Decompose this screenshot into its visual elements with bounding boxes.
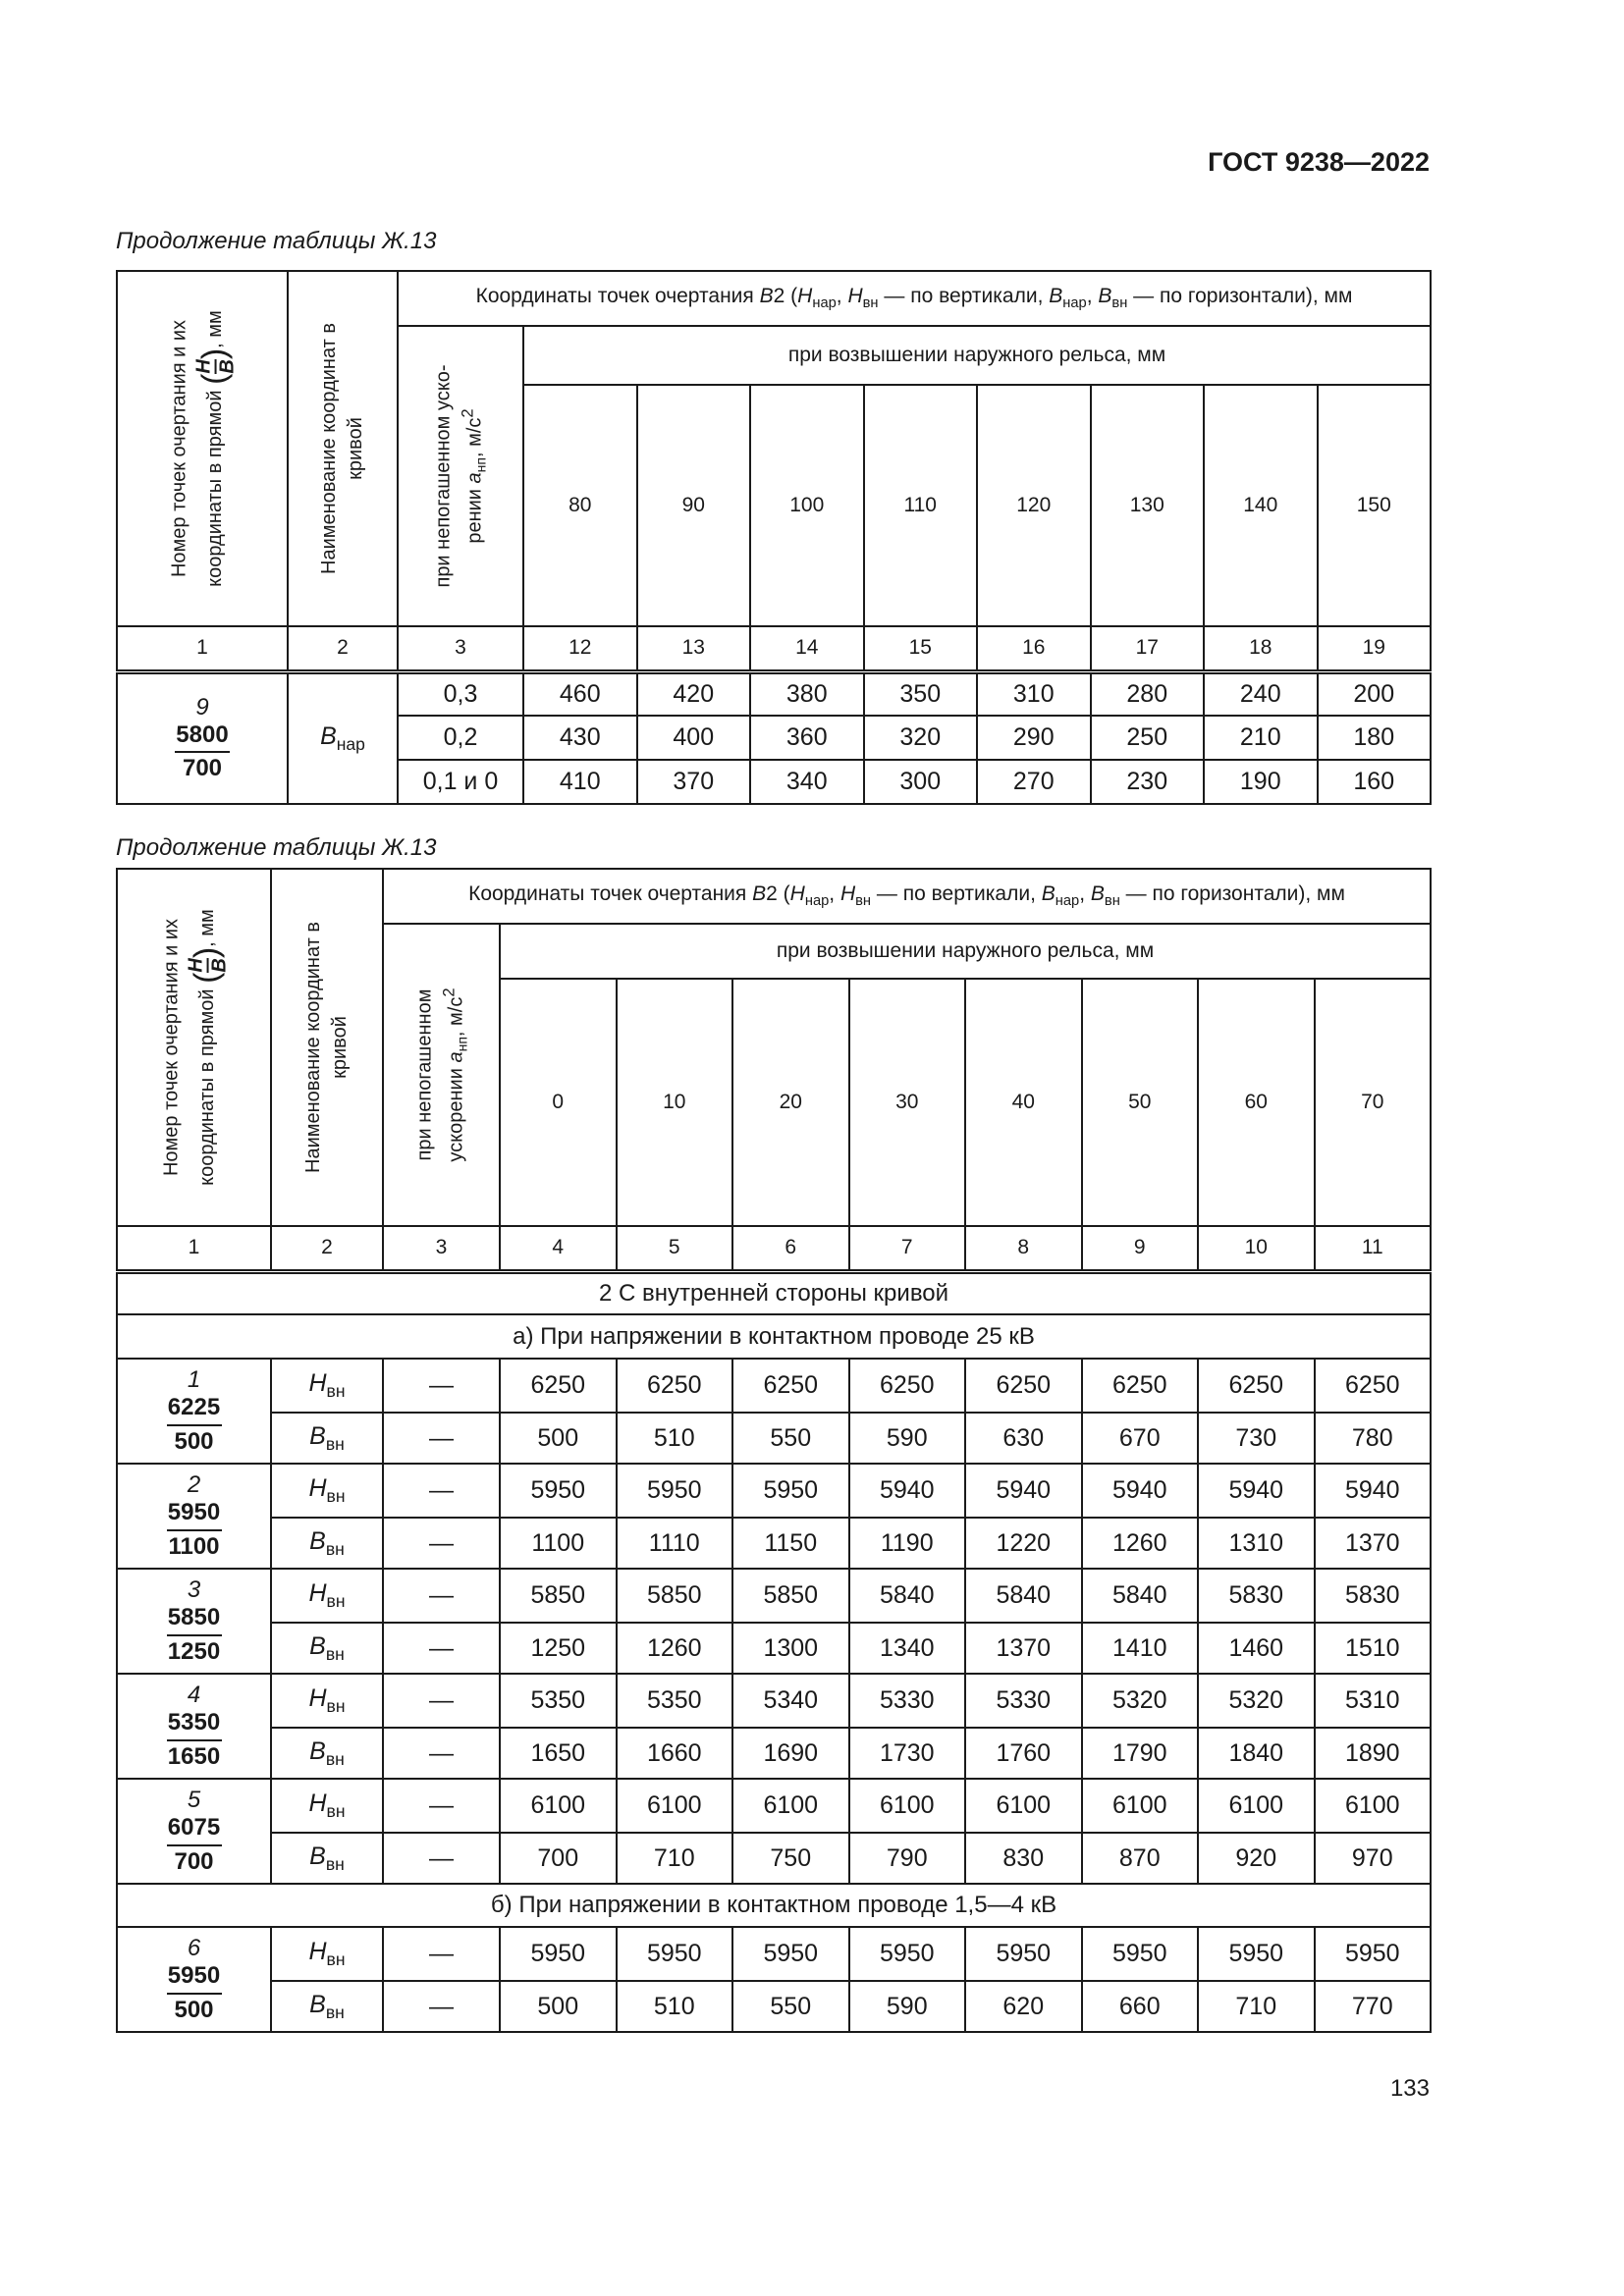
table-cell: 710 [617, 1833, 733, 1884]
point-cell: 1 6225 500 [117, 1359, 271, 1464]
table-cell: 1220 [965, 1518, 1082, 1569]
table-cell: 790 [849, 1833, 966, 1884]
table-cell: 5330 [965, 1674, 1082, 1728]
coordinates-table-2 [116, 868, 1432, 2033]
table-cell: 5340 [732, 1674, 849, 1728]
table-cell: 670 [1082, 1413, 1199, 1464]
table-cell: 200 [1318, 671, 1432, 716]
coords-title: Координаты точек очертания B2 ($H_{нар}$, $H_{вн}$ — по вертикали, $B_{нар}$, $B_{вн}$ — по горизонтали), мм [398, 271, 1431, 326]
table-cell: 970 [1315, 1833, 1432, 1884]
document-code: ГОСТ 9238—2022 [1208, 147, 1430, 177]
dash-cell: — [383, 1833, 500, 1884]
column-number: 16 [977, 626, 1091, 671]
table-cell: 5950 [849, 1927, 966, 1981]
table-cell: 160 [1318, 760, 1432, 804]
acceleration-header: при непогашенном уско- рении $a_{нп}$, $м/с^2$ [398, 326, 523, 626]
table-cell: 1310 [1198, 1518, 1315, 1569]
table-cell: 730 [1198, 1413, 1315, 1464]
table-cell: 5940 [1315, 1464, 1432, 1518]
table-cell: 6100 [965, 1779, 1082, 1833]
column-number: 18 [1204, 626, 1318, 671]
table-cell: 210 [1204, 716, 1318, 760]
table-cell: 710 [1198, 1981, 1315, 2032]
column-number: 1 [117, 1226, 271, 1271]
point-number-header: Номер точек очертания и их координаты в прямой ( H B ), мм [117, 869, 271, 1226]
table-cell: 660 [1082, 1981, 1199, 2032]
table-cell: 630 [965, 1413, 1082, 1464]
table-cell: 6100 [500, 1779, 617, 1833]
table-cell: 6250 [1082, 1359, 1199, 1413]
elevation-value: 20 [732, 979, 849, 1226]
table-cell: 6250 [1198, 1359, 1315, 1413]
column-number: 2 [271, 1226, 383, 1271]
dash-cell: — [383, 1779, 500, 1833]
coord-name-cell: $H_{вн}$ [271, 1359, 383, 1413]
acceleration-cell: 0,2 [398, 716, 523, 760]
table-cell: 1260 [1082, 1518, 1199, 1569]
table-cell: 1730 [849, 1728, 966, 1779]
column-number: 8 [965, 1226, 1082, 1271]
dash-cell: — [383, 1728, 500, 1779]
table-cell: 5840 [849, 1569, 966, 1623]
table-cell: 1460 [1198, 1623, 1315, 1674]
column-number: 4 [500, 1226, 617, 1271]
table-cell: 1190 [849, 1518, 966, 1569]
point-cell: 4 5350 1650 [117, 1674, 271, 1779]
coord-name-cell: $H_{вн}$ [271, 1464, 383, 1518]
coord-name-cell: $H_{вн}$ [271, 1569, 383, 1623]
table-cell: 6250 [965, 1359, 1082, 1413]
elevation-value: 90 [637, 385, 751, 626]
coord-name-cell: $H_{вн}$ [271, 1927, 383, 1981]
point-cell: 5 6075 700 [117, 1779, 271, 1884]
column-number: 3 [398, 626, 523, 671]
table-cell: 5320 [1198, 1674, 1315, 1728]
table-cell: 1370 [965, 1623, 1082, 1674]
table-cell: 6100 [732, 1779, 849, 1833]
elevation-value: 70 [1315, 979, 1432, 1226]
table-cell: 5950 [500, 1927, 617, 1981]
table-cell: 1510 [1315, 1623, 1432, 1674]
table-cell: 5950 [965, 1927, 1082, 1981]
table-cell: 400 [637, 716, 751, 760]
table-cell: 5840 [965, 1569, 1082, 1623]
page-number: 133 [1389, 2075, 1430, 2102]
table-cell: 420 [637, 671, 751, 716]
column-number: 13 [637, 626, 751, 671]
table-cell: 230 [1091, 760, 1205, 804]
dash-cell: — [383, 1464, 500, 1518]
table-cell: 770 [1315, 1981, 1432, 2032]
table-cell: 5950 [617, 1927, 733, 1981]
elevation-value: 40 [965, 979, 1082, 1226]
table-cell: 6100 [1315, 1779, 1432, 1833]
table-caption-2: Продолжение таблицы Ж.13 [116, 834, 437, 861]
point-cell: 2 5950 1100 [117, 1464, 271, 1569]
table-cell: 5310 [1315, 1674, 1432, 1728]
table-cell: 190 [1204, 760, 1318, 804]
table-cell: 300 [864, 760, 978, 804]
table-cell: 6100 [1082, 1779, 1199, 1833]
elevation-value: 150 [1318, 385, 1432, 626]
table-cell: 1790 [1082, 1728, 1199, 1779]
table-cell: 6250 [617, 1359, 733, 1413]
subsection-heading-a: а) При напряжении в контактном проводе 25 кВ [117, 1314, 1431, 1359]
table-cell: 1300 [732, 1623, 849, 1674]
table-cell: 6250 [500, 1359, 617, 1413]
table-cell: 1150 [732, 1518, 849, 1569]
table-caption: Продолжение таблицы Ж.13 [116, 228, 437, 254]
table-cell: 180 [1318, 716, 1432, 760]
table-cell: 550 [732, 1413, 849, 1464]
table-cell: 5350 [500, 1674, 617, 1728]
table-cell: 360 [750, 716, 864, 760]
coord-name-cell: $H_{вн}$ [271, 1779, 383, 1833]
table-cell: 6100 [617, 1779, 733, 1833]
table-cell: 830 [965, 1833, 1082, 1884]
elevation-value: 110 [864, 385, 978, 626]
elevation-title: при возвышении наружного рельса, мм [523, 326, 1431, 385]
table-cell: 500 [500, 1413, 617, 1464]
point-cell: 9 5800 700 [117, 671, 288, 804]
table-cell: 1410 [1082, 1623, 1199, 1674]
table-cell: 460 [523, 671, 637, 716]
table-cell: 5950 [732, 1464, 849, 1518]
table-cell: 240 [1204, 671, 1318, 716]
column-number: 15 [864, 626, 978, 671]
coord-name-cell: $B_{вн}$ [271, 1518, 383, 1569]
column-number: 14 [750, 626, 864, 671]
column-number: 10 [1198, 1226, 1315, 1271]
table-cell: 590 [849, 1413, 966, 1464]
coord-name-cell: $B_{нар}$ [288, 671, 398, 804]
column-number: 1 [117, 626, 288, 671]
column-number: 11 [1315, 1226, 1432, 1271]
elevation-value: 120 [977, 385, 1091, 626]
subsection-heading-b: б) При напряжении в контактном проводе 1,5—4 кВ [117, 1884, 1431, 1927]
column-number: 7 [849, 1226, 966, 1271]
table-cell: 1250 [500, 1623, 617, 1674]
table-cell: 310 [977, 671, 1091, 716]
table-cell: 5330 [849, 1674, 966, 1728]
elevation-value: 50 [1082, 979, 1199, 1226]
elevation-value: 0 [500, 979, 617, 1226]
point-cell: 6 5950 500 [117, 1927, 271, 2032]
table-cell: 5840 [1082, 1569, 1199, 1623]
table-cell: 5950 [1082, 1927, 1199, 1981]
coord-name-cell: $B_{вн}$ [271, 1981, 383, 2032]
dash-cell: — [383, 1674, 500, 1728]
elevation-value: 80 [523, 385, 637, 626]
table-cell: 1890 [1315, 1728, 1432, 1779]
point-cell: 3 5850 1250 [117, 1569, 271, 1674]
column-number: 5 [617, 1226, 733, 1271]
coord-name-header: Наименование координат в кривой [288, 271, 398, 626]
table-cell: 780 [1315, 1413, 1432, 1464]
table-cell: 1110 [617, 1518, 733, 1569]
table-cell: 370 [637, 760, 751, 804]
table-cell: 6250 [1315, 1359, 1432, 1413]
table-cell: 5350 [617, 1674, 733, 1728]
table-cell: 550 [732, 1981, 849, 2032]
table-cell: 5850 [732, 1569, 849, 1623]
elevation-value: 10 [617, 979, 733, 1226]
table-cell: 5940 [1082, 1464, 1199, 1518]
table-cell: 280 [1091, 671, 1205, 716]
column-number: 2 [288, 626, 398, 671]
coord-name-cell: $B_{вн}$ [271, 1728, 383, 1779]
coord-name-cell: $B_{вн}$ [271, 1833, 383, 1884]
table-cell: 250 [1091, 716, 1205, 760]
table-cell: 1660 [617, 1728, 733, 1779]
elevation-value: 130 [1091, 385, 1205, 626]
table-cell: 5950 [1315, 1927, 1432, 1981]
table-cell: 340 [750, 760, 864, 804]
table-cell: 870 [1082, 1833, 1199, 1884]
table-cell: 5830 [1315, 1569, 1432, 1623]
acceleration-cell: 0,1 и 0 [398, 760, 523, 804]
table-cell: 920 [1198, 1833, 1315, 1884]
section-heading: 2 С внутренней стороны кривой [117, 1271, 1431, 1314]
table-cell: 350 [864, 671, 978, 716]
dash-cell: — [383, 1413, 500, 1464]
acceleration-header: при непогашенном ускорении $a_{нп}$, $м/с^2$ [383, 924, 500, 1226]
table-cell: 1760 [965, 1728, 1082, 1779]
dash-cell: — [383, 1981, 500, 2032]
table-cell: 6250 [732, 1359, 849, 1413]
elevation-value: 30 [849, 979, 966, 1226]
table-cell: 1100 [500, 1518, 617, 1569]
column-number: 12 [523, 626, 637, 671]
coord-name-header: Наименование координат в кривой [271, 869, 383, 1226]
table-cell: 6100 [1198, 1779, 1315, 1833]
table-cell: 5950 [617, 1464, 733, 1518]
table-cell: 5950 [500, 1464, 617, 1518]
table-cell: 5320 [1082, 1674, 1199, 1728]
table-cell: 620 [965, 1981, 1082, 2032]
column-number: 6 [732, 1226, 849, 1271]
table-cell: 320 [864, 716, 978, 760]
table-cell: 500 [500, 1981, 617, 2032]
table-cell: 270 [977, 760, 1091, 804]
dash-cell: — [383, 1359, 500, 1413]
elevation-value: 140 [1204, 385, 1318, 626]
table-cell: 700 [500, 1833, 617, 1884]
table-cell: 1340 [849, 1623, 966, 1674]
table-cell: 5940 [1198, 1464, 1315, 1518]
table-cell: 380 [750, 671, 864, 716]
table-cell: 590 [849, 1981, 966, 2032]
table-cell: 5850 [500, 1569, 617, 1623]
table-cell: 510 [617, 1413, 733, 1464]
coord-name-cell: $B_{вн}$ [271, 1623, 383, 1674]
coords-title: Координаты точек очертания B2 ($H_{нар}$, $H_{вн}$ — по вертикали, $B_{нар}$, $B_{вн}$ — по горизонтали), мм [383, 869, 1431, 924]
table-cell: 750 [732, 1833, 849, 1884]
table-cell: 5940 [965, 1464, 1082, 1518]
point-number-header: Номер точек очертания и их координаты в прямой ( H B ), мм [117, 271, 288, 626]
column-number: 17 [1091, 626, 1205, 671]
coordinates-table-1 [116, 270, 1432, 805]
table-cell: 5940 [849, 1464, 966, 1518]
table-cell: 1370 [1315, 1518, 1432, 1569]
dash-cell: — [383, 1927, 500, 1981]
acceleration-cell: 0,3 [398, 671, 523, 716]
table-cell: 5950 [1198, 1927, 1315, 1981]
column-number: 19 [1318, 626, 1432, 671]
column-number: 3 [383, 1226, 500, 1271]
elevation-value: 60 [1198, 979, 1315, 1226]
coord-name-cell: $B_{вн}$ [271, 1413, 383, 1464]
table-cell: 5850 [617, 1569, 733, 1623]
table-cell: 5950 [732, 1927, 849, 1981]
column-number: 9 [1082, 1226, 1199, 1271]
table-cell: 410 [523, 760, 637, 804]
table-cell: 430 [523, 716, 637, 760]
elevation-title: при возвышении наружного рельса, мм [500, 924, 1431, 979]
table-cell: 1260 [617, 1623, 733, 1674]
table-cell: 6100 [849, 1779, 966, 1833]
coord-name-cell: $H_{вн}$ [271, 1674, 383, 1728]
elevation-value: 100 [750, 385, 864, 626]
table-cell: 1650 [500, 1728, 617, 1779]
table-cell: 5830 [1198, 1569, 1315, 1623]
table-cell: 1840 [1198, 1728, 1315, 1779]
table-cell: 6250 [849, 1359, 966, 1413]
table-cell: 510 [617, 1981, 733, 2032]
dash-cell: — [383, 1623, 500, 1674]
dash-cell: — [383, 1569, 500, 1623]
dash-cell: — [383, 1518, 500, 1569]
table-cell: 290 [977, 716, 1091, 760]
table-cell: 1690 [732, 1728, 849, 1779]
